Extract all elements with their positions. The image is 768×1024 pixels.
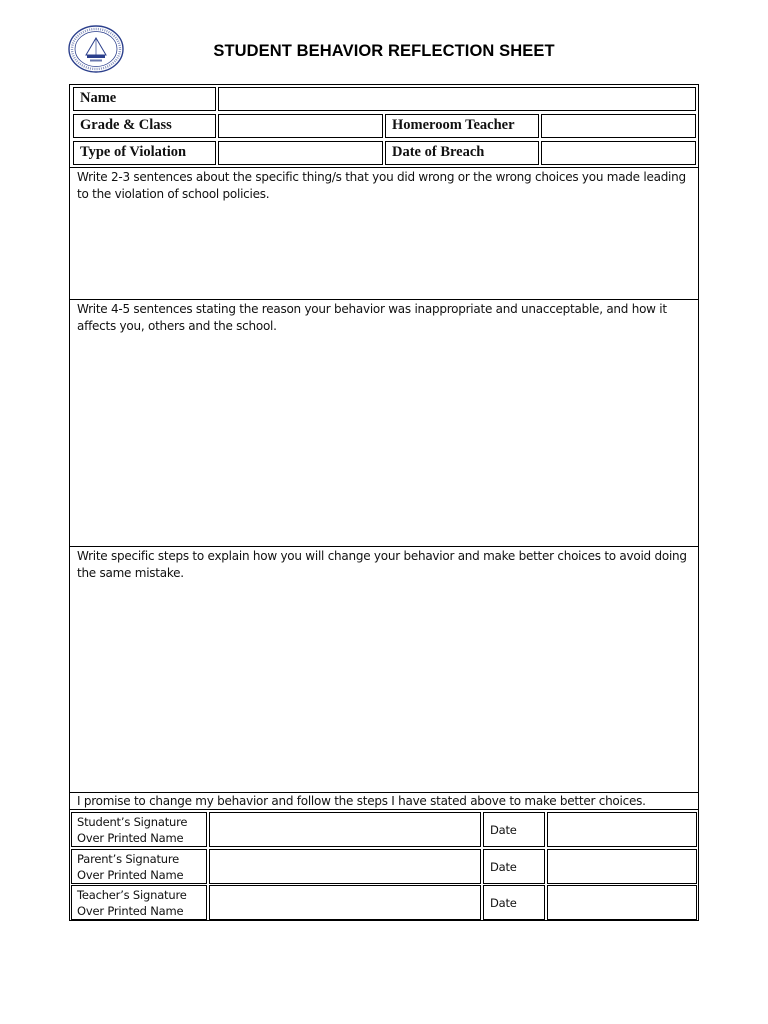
name-label: Name — [73, 87, 216, 111]
reason-prompt: Write 4-5 sentences stating the reason your behavior was inappropriate and unacceptable, and how it affects you, others and the school. — [77, 302, 667, 333]
student-signature-field[interactable] — [209, 812, 481, 847]
steps-section[interactable] — [70, 546, 698, 792]
student-date-label: Date — [483, 812, 545, 847]
teacher-signature-line2: Over Printed Name — [77, 904, 184, 918]
student-signature-line2: Over Printed Name — [77, 831, 184, 845]
breach-date-label: Date of Breach — [385, 141, 539, 165]
homeroom-teacher-field[interactable] — [541, 114, 696, 138]
student-date-field[interactable] — [547, 812, 697, 847]
parent-signature-line1: Parent’s Signature — [77, 852, 179, 866]
grade-class-label: Grade & Class — [73, 114, 216, 138]
wrong-choices-section[interactable] — [70, 167, 698, 299]
parent-date-label: Date — [483, 849, 545, 884]
homeroom-teacher-label: Homeroom Teacher — [385, 114, 539, 138]
reflection-form — [69, 84, 699, 921]
teacher-date-field[interactable] — [547, 885, 697, 920]
steps-prompt: Write specific steps to explain how you will change your behavior and make better choices to avoid doing the same mistake. — [77, 549, 687, 580]
parent-signature-field[interactable] — [209, 849, 481, 884]
teacher-signature-label — [71, 885, 207, 920]
parent-signature-label — [71, 849, 207, 884]
reason-section[interactable] — [70, 299, 698, 546]
page-title: STUDENT BEHAVIOR REFLECTION SHEET — [213, 42, 555, 60]
parent-date-field[interactable] — [547, 849, 697, 884]
violation-type-label: Type of Violation — [73, 141, 216, 165]
breach-date-field[interactable] — [541, 141, 696, 165]
parent-signature-line2: Over Printed Name — [77, 868, 184, 882]
teacher-signature-line1: Teacher’s Signature — [77, 888, 187, 902]
teacher-signature-field[interactable] — [209, 885, 481, 920]
student-info-grid — [70, 85, 698, 167]
grade-class-field[interactable] — [218, 114, 383, 138]
student-signature-label — [71, 812, 207, 847]
name-field[interactable] — [218, 87, 696, 111]
wrong-choices-prompt: Write 2-3 sentences about the specific thing/s that you did wrong or the wrong choices you made leading to the violation of school policies. — [77, 170, 686, 201]
teacher-date-label: Date — [483, 885, 545, 920]
student-signature-line1: Student’s Signature — [77, 815, 188, 829]
violation-type-field[interactable] — [218, 141, 383, 165]
promise-statement: I promise to change my behavior and follow the steps I have stated above to make better choices. — [70, 792, 698, 810]
